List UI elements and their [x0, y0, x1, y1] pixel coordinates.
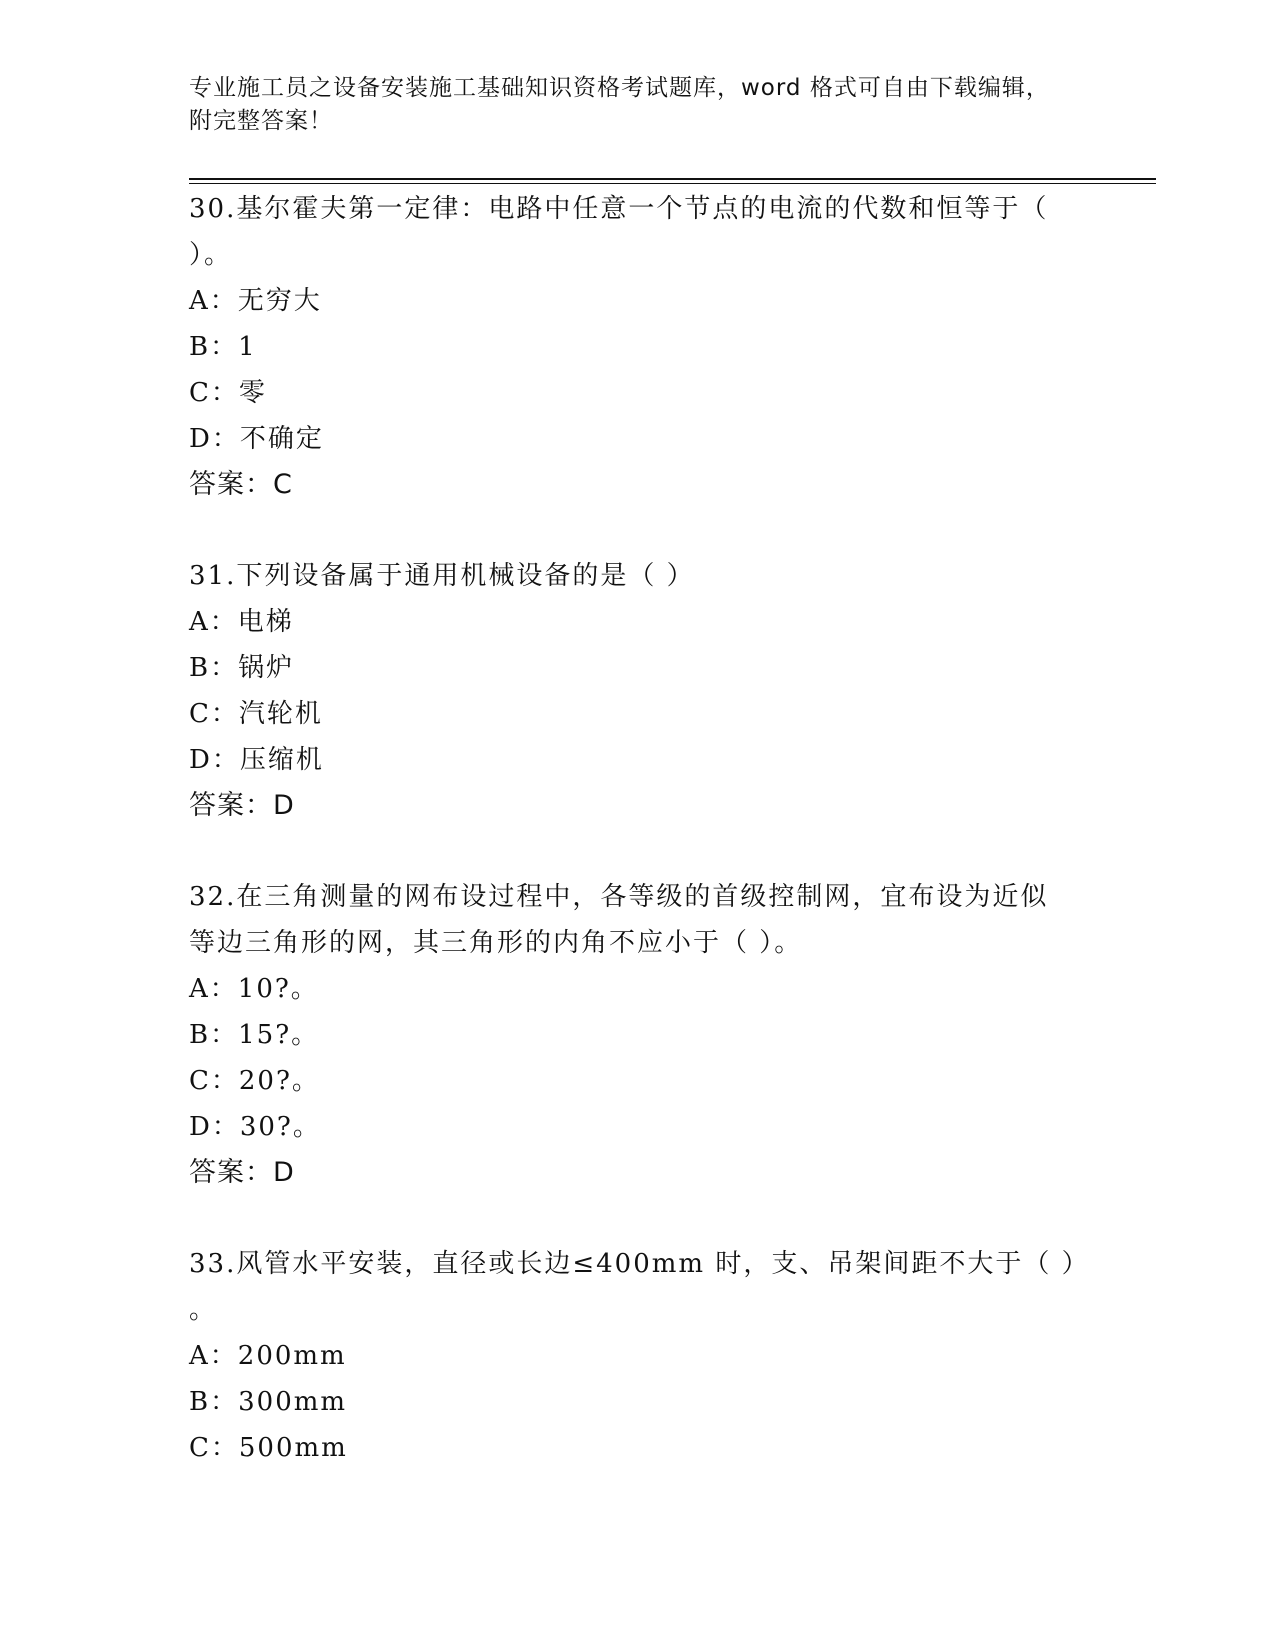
option-b: B：15?。 — [189, 1020, 320, 1050]
option-c: C：汽轮机 — [189, 699, 323, 729]
question-stem-line: 。 — [189, 1295, 218, 1325]
header-line-1: 专业施工员之设备安装施工基础知识资格考试题库，word 格式可自由下载编辑， — [189, 75, 1050, 101]
answer-line: 答案：D — [189, 790, 295, 821]
option-b: B：1 — [189, 332, 257, 362]
option-b: B：300mm — [189, 1387, 348, 1417]
option-a: A：10?。 — [189, 974, 319, 1004]
option-d: D：压缩机 — [189, 745, 324, 775]
document-header — [189, 72, 1089, 138]
question-31 — [189, 553, 1089, 829]
question-stem-line: 等边三角形的网，其三角形的内角不应小于（ ）。 — [189, 928, 803, 958]
answer-line: 答案：D — [189, 1157, 295, 1188]
question-stem-line: ）。 — [189, 240, 233, 270]
question-33 — [189, 1241, 1089, 1471]
header-divider-thin — [189, 183, 1156, 184]
option-c: C：20?。 — [189, 1066, 320, 1096]
question-stem-line: 33.风管水平安装，直径或长边≤400mm 时，支、吊架间距不大于（ ） — [189, 1249, 1090, 1279]
option-c: C：500mm — [189, 1433, 348, 1463]
question-30 — [189, 186, 1089, 508]
option-a: A：无穷大 — [189, 286, 322, 316]
question-stem-line: 31.下列设备属于通用机械设备的是（ ） — [189, 561, 695, 591]
question-stem-line: 30.基尔霍夫第一定律：电路中任意一个节点的电流的代数和恒等于（ — [189, 194, 1049, 224]
answer-line: 答案：C — [189, 469, 293, 500]
option-a: A：200mm — [189, 1341, 347, 1371]
question-stem-line: 32.在三角测量的网布设过程中，各等级的首级控制网，宜布设为近似 — [189, 882, 1049, 912]
header-line-2: 附完整答案！ — [189, 108, 333, 134]
header-divider-thick — [189, 178, 1156, 180]
question-32 — [189, 874, 1089, 1196]
option-c: C：零 — [189, 378, 267, 408]
option-d: D：不确定 — [189, 424, 324, 454]
option-d: D：30?。 — [189, 1112, 321, 1142]
option-b: B：锅炉 — [189, 653, 295, 683]
option-a: A：电梯 — [189, 607, 294, 637]
